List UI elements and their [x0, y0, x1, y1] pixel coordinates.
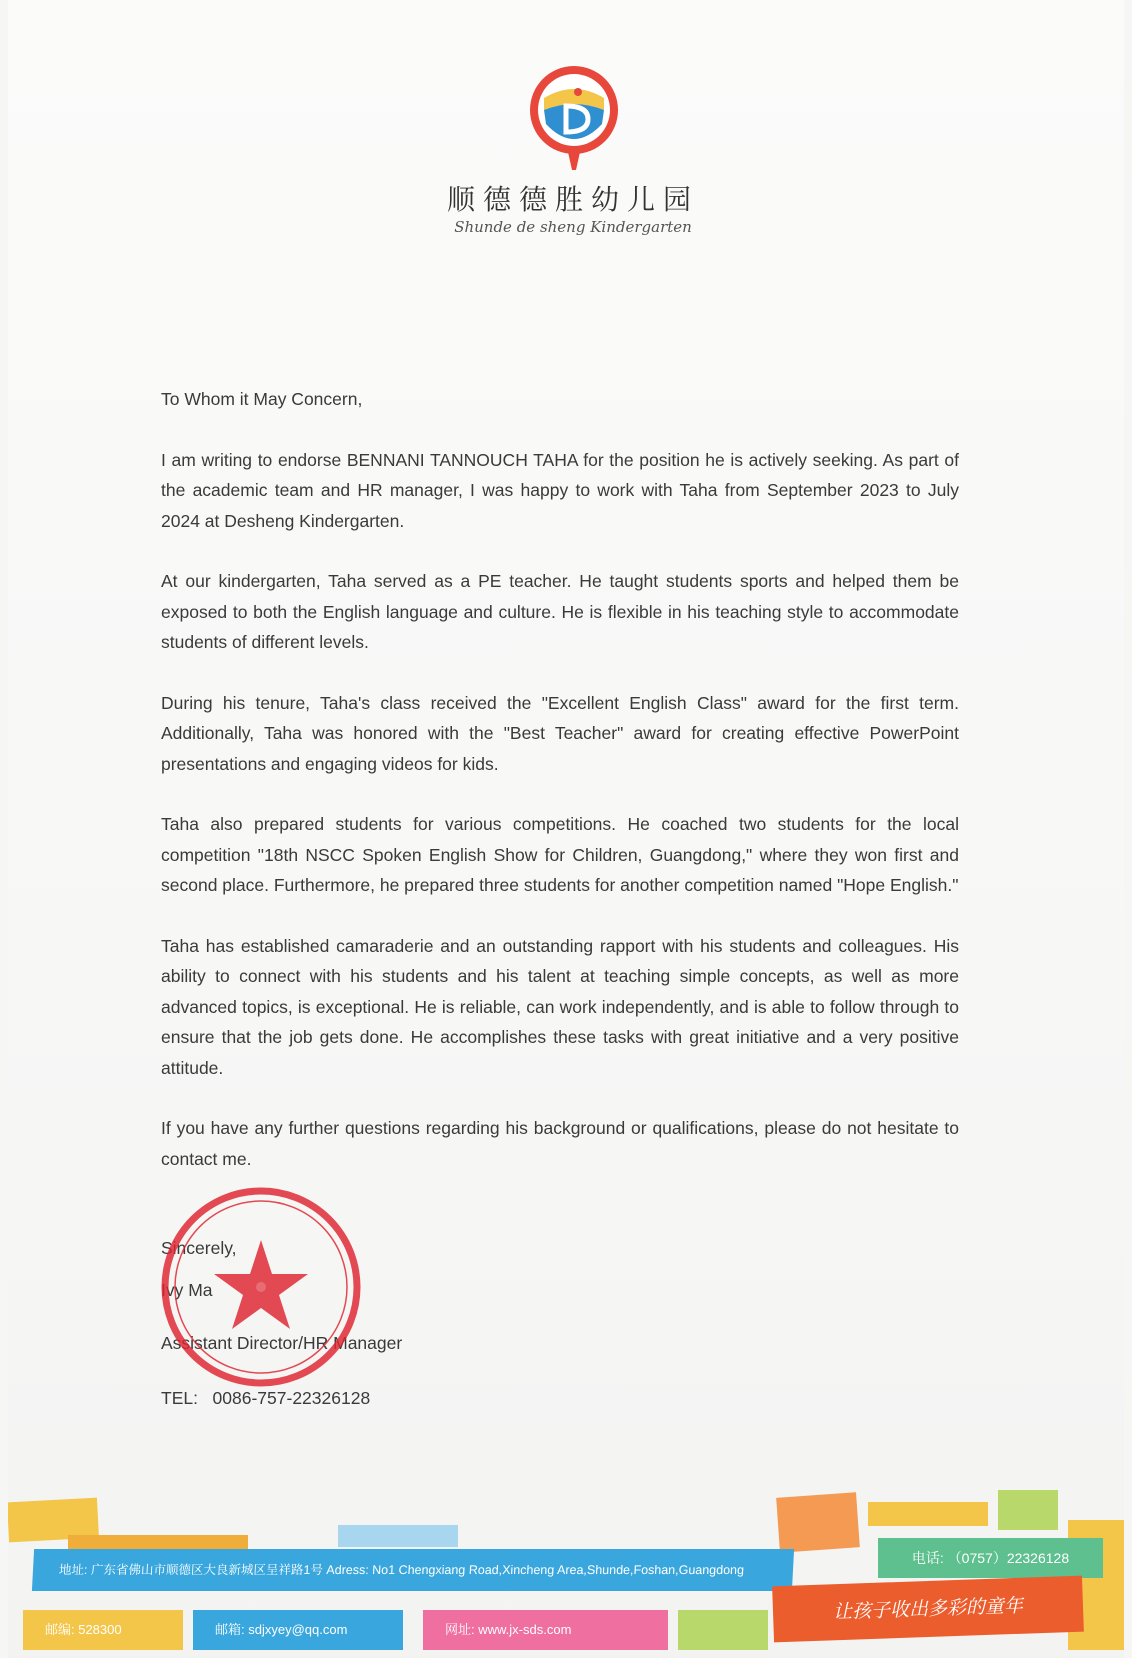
postcode-chip: 邮编: 528300 — [23, 1610, 183, 1650]
paragraph-character: Taha has established camaraderie and an outstanding rapport with his students and colleagues. His ability to connect with his students and his talent at teaching simple concepts, as well as more advanced topics, is exceptional. He is reliable, can work independently, and is able to follow through to ensure that the job gets done. He accomplishes these tasks with great initiative and a very positive attitude. — [161, 935, 959, 1078]
paragraph-endorsement: I am writing to endorse BENNANI TANNOUCH TAHA for the position he is actively seeking. As part of the academic team and HR manager, I was happy to work with Taha from September 2023 to July 2024 at Desheng Kindergarten. — [161, 449, 959, 531]
address-bar: 地址: 广东省佛山市顺德区大良新城区呈祥路1号 Adress: No1 Chengxiang Road,Xincheng Area,Shunde,Foshan,Guangdong — [32, 1549, 794, 1591]
kindergarten-logo-icon — [518, 58, 630, 178]
decor-block — [868, 1502, 988, 1526]
letter-body — [161, 384, 959, 1212]
paragraph-contact: If you have any further questions regarding his background or qualifications, please do not hesitate to contact me. — [161, 1118, 959, 1169]
signer-title: Assistant Director/HR Manager — [161, 1333, 403, 1353]
decor-block — [338, 1525, 458, 1547]
email-chip: 邮箱: sdjxyey@qq.com — [193, 1610, 403, 1650]
signer-telephone: TEL: 0086-757-22326128 — [161, 1388, 371, 1408]
paragraph-awards: During his tenure, Taha's class received the "Excellent English Class" award for the first term. Additionally, Taha was honored with the "Best Teacher" award for creating effective PowerPoint presentations and engaging videos for kids. — [161, 692, 959, 774]
website-chip: 网址: www.jx-sds.com — [423, 1610, 668, 1650]
paragraph-competitions: Taha also prepared students for various competitions. He coached two students for the local competition "18th NSCC Spoken English Show for Children, Guangdong," where they won first and second place. Furthermore, he prepared three students for another competition named "Hope English." — [161, 814, 959, 895]
decor-block — [776, 1492, 860, 1552]
paragraph-role: At our kindergarten, Taha served as a PE teacher. He taught students sports and helped them be exposed to both the English language and culture. He is flexible in his teaching style to accommodate students of different levels. — [161, 571, 959, 652]
school-name-english: Shunde de sheng Kindergarten — [454, 218, 692, 236]
school-name-chinese: 顺德德胜幼儿园 — [446, 183, 699, 216]
closing: Sincerely, — [161, 1238, 237, 1258]
phone-box: 电话: （0757）22326128 — [878, 1538, 1103, 1578]
slogan-banner: 让孩子收出多彩的童年 — [772, 1576, 1084, 1643]
salutation: To Whom it May Concern, — [161, 389, 363, 409]
official-stamp-icon — [156, 1182, 366, 1392]
decor-block — [678, 1610, 768, 1650]
decor-block — [998, 1490, 1058, 1530]
signer-name: Ivy Ma — [161, 1280, 213, 1300]
letter-page — [8, 0, 1124, 1658]
letterhead-footer — [8, 1480, 1124, 1658]
